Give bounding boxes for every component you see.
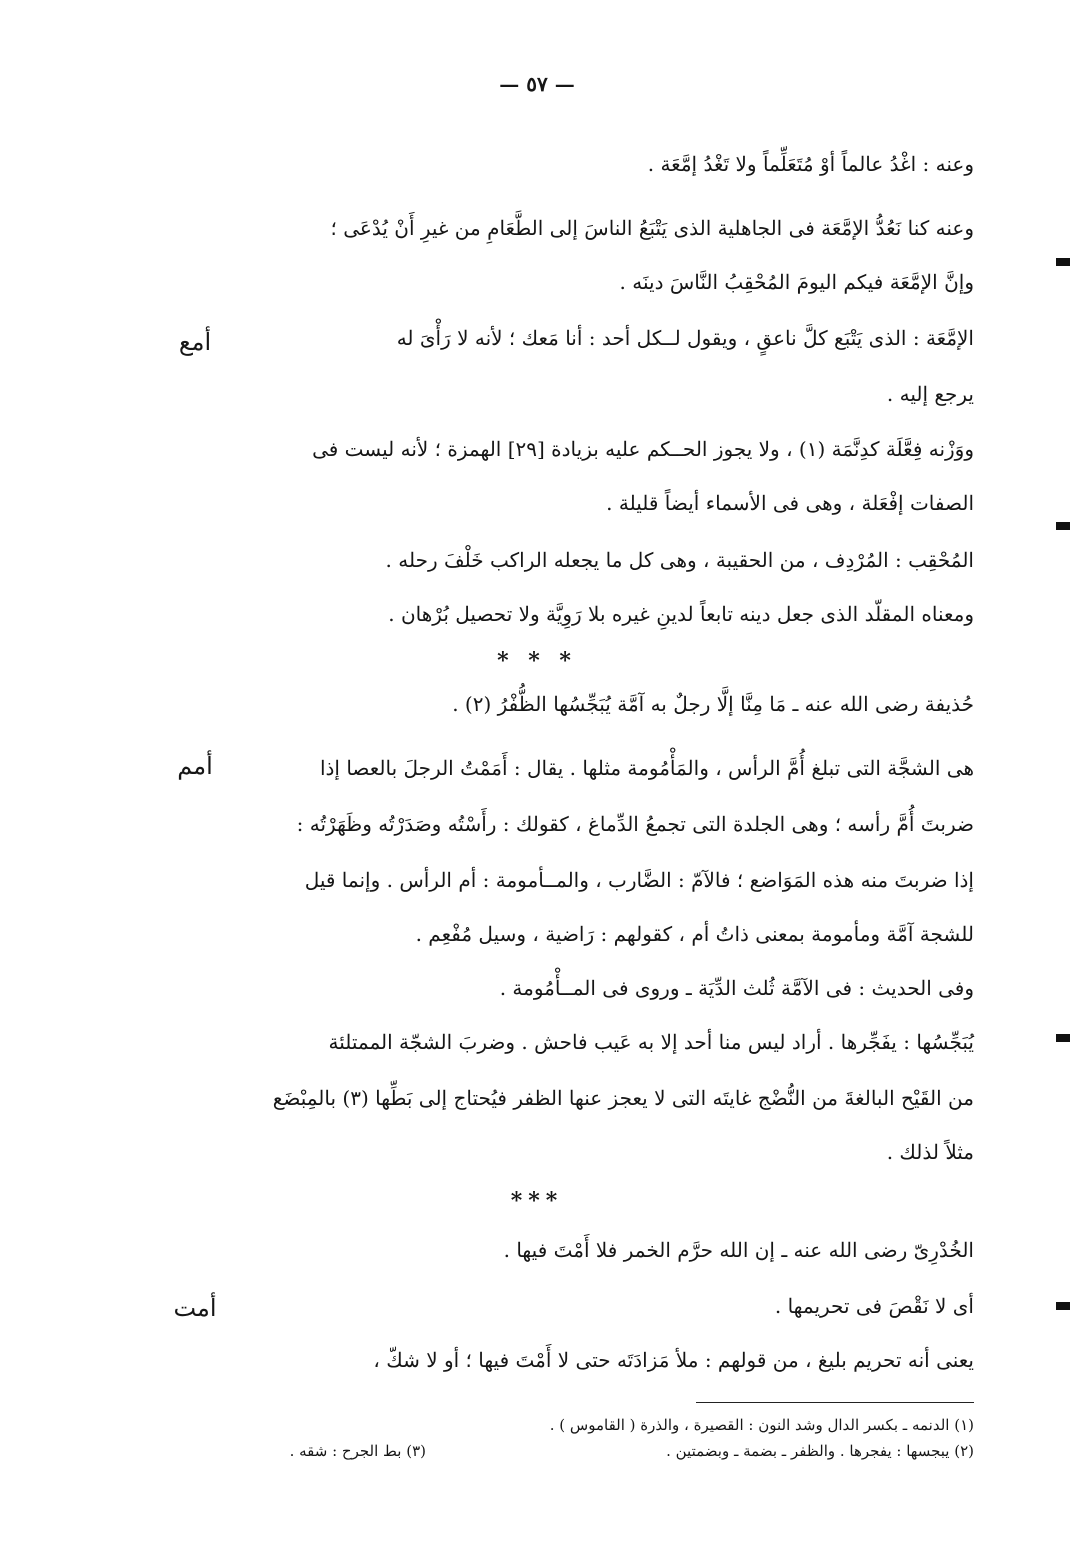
text-line: وفى الحديث : فى الآمَّة ثُلث الدِّيَة ـ وروى فى المــأْمُومة .: [499, 976, 974, 1000]
text-line: يرجع إليه .: [886, 382, 974, 406]
section-separator: * * *: [497, 648, 577, 674]
text-line: إذا ضربتَ منه هذه المَوَاضع ؛ فالآمّ : الضَّارب ، والمــأمومة : أم الرأس . وإنما قيل: [304, 868, 974, 892]
margin-root-word: أمت: [173, 1294, 217, 1322]
page-number: — ٥٧ —: [499, 72, 575, 96]
text-line: من القَيْح البالغةَ من النُّضْج غايتَه التى لا يعجز عنها الظفر فيُحتاج إلى بَطِّها (٣) بالمِبْضَع: [272, 1086, 974, 1110]
text-line: حُذيفة رضى الله عنه ـ مَا مِنَّا إلَّا رجلٌ به آمَّة يُبَجِّسُها الظُّفْرُ (٢) .: [452, 692, 974, 716]
section-separator: ***: [510, 1188, 564, 1214]
edge-mark: [1056, 522, 1070, 530]
text-line: أى لا نَقْصَ فى تحريمها .: [774, 1294, 974, 1318]
text-line: الصفات إفْعَلة ، وهى فى الأسماء أيضاً قليلة .: [606, 491, 974, 515]
text-line: ووَزْنه فِعَّلَة كدِنَّمَة (١) ، ولا يجوز الحــكم عليه بزيادة [٢٩] الهمزة ؛ لأنه ليست فى: [312, 437, 974, 461]
margin-root-word: أمع: [178, 328, 212, 356]
text-line: للشجة آمَّة ومأمومة بمعنى ذاتُ أم ، كقولهم : رَاضية ، وسيل مُفْعِم .: [415, 922, 974, 946]
edge-mark: [1056, 1302, 1070, 1310]
edge-mark: [1056, 258, 1070, 266]
text-line: ضربتَ أُمَّ رأسه ؛ وهى الجلدة التى تجمعُ الدِّماغ ، كقولك : رأَسْتُه وصَدَرْتُه وظَهَرْتُه :: [296, 812, 974, 836]
edge-mark: [1056, 1034, 1070, 1042]
text-line: وعنه : اغْدُ عالماً أوْ مُتَعَلِّماً ولا تَغْدُ إمَّعَة .: [647, 152, 974, 176]
text-line: يعنى أنه تحريم بليغ ، من قولهم : ملأ مَزادَتَه حتى لا أَمْتَ فيها ؛ أو لا شكّ ،: [373, 1348, 974, 1372]
text-line: هى الشجَّة التى تبلغ أُمَّ الرأس ، والمَأْمُومة مثلها . يقال : أَمَمْتُ الرجلَ بالعصا إذا: [319, 756, 974, 780]
text-line: الخُدْرِىّ رضى الله عنه ـ إن الله حرَّم الخمر فلا أَمْتَ فيها .: [503, 1238, 974, 1262]
text-line: الإمَّعَة : الذى يَتْبَع كلَّ ناعقٍ ، ويقول لــكل أحد : أنا مَعك ؛ لأنه لا رَأْىَ له: [396, 326, 974, 350]
footnote: (٢) يبجسها : يفجرها . والظفر ـ بضمة ـ وبضمتين .: [666, 1442, 974, 1460]
footnote: (٣) بط الجرح : شقه .: [289, 1442, 426, 1460]
text-line: المُحْقِب : المُرْدِف ، من الحقيبة ، وهى كل ما يجعله الراكب خَلْفَ رحله .: [385, 548, 974, 572]
text-line: ومعناه المقلّد الذى جعل دينه تابعاً لدينِ غيره بلا رَوِيَّة ولا تحصيل بُرْهان .: [388, 602, 974, 626]
text-line: مثلاً لذلك .: [886, 1140, 974, 1164]
footnote: (١) الدنمه ـ بكسر الدال وشد النون : القصيرة ، والذرة ( القاموس ) .: [549, 1416, 974, 1434]
text-line: وإنَّ الإمَّعَة فيكم اليومَ المُحْقِبُ النَّاسَ دينَه .: [619, 270, 974, 294]
text-line: يُبَجِّسُها : يفَجِّرها . أراد ليس منا أحد إلا به عَيب فاحش . وضربَ الشجّة الممتلئة: [328, 1030, 974, 1054]
margin-root-word: أمم: [177, 752, 213, 780]
footnote-rule: [696, 1402, 974, 1403]
text-line: وعنه كنا نَعُدُّ الإمَّعَة فى الجاهلية الذى يَتْبَعُ الناسَ إلى الطَّعَامِ من غيرِ أَنْ يُدْعَى ؛: [330, 216, 974, 240]
